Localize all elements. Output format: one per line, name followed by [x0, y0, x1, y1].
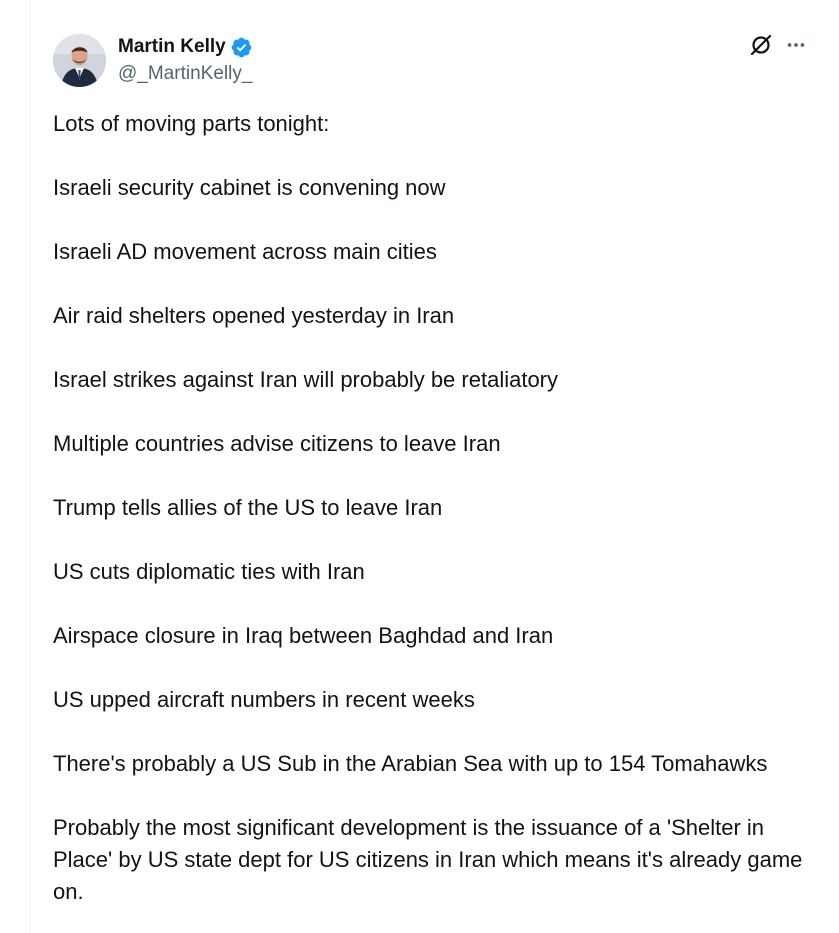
tweet-paragraph: Multiple countries advise citizens to leave Iran [53, 431, 501, 456]
tweet-card [30, 0, 839, 933]
avatar-image [53, 34, 106, 87]
tweet-paragraph: Trump tells allies of the US to leave Iran [53, 495, 443, 520]
tweet-paragraph: There's probably a US Sub in the Arabian Sea with up to 154 Tomahawks [53, 751, 768, 776]
more-icon [785, 34, 807, 61]
tweet-paragraph: Israel strikes against Iran will probably be retaliatory [53, 367, 559, 392]
tweet-text [53, 108, 813, 908]
tweet-paragraph: Israeli security cabinet is convening now [53, 175, 446, 200]
author-handle[interactable]: @_MartinKelly_ [118, 63, 253, 84]
tweet-paragraph: Israeli AD movement across main cities [53, 239, 437, 264]
author-display-name[interactable]: Martin Kelly [118, 36, 226, 57]
tweet-paragraph: US upped aircraft numbers in recent weeks [53, 687, 475, 712]
grok-button[interactable] [748, 34, 774, 60]
tweet-paragraph: Airspace closure in Iraq between Baghdad and Iran [53, 623, 554, 648]
tweet-paragraph: US cuts diplomatic ties with Iran [53, 559, 365, 584]
more-options-button[interactable] [783, 34, 809, 60]
grok-icon [749, 33, 773, 62]
tweet-paragraph: Air raid shelters opened yesterday in Iran [53, 303, 455, 328]
avatar[interactable] [53, 34, 106, 87]
tweet-paragraph: Probably the most significant development is the issuance of a 'Shelter in Place' by US state dept for US citizens in Iran which means it's already game on. [53, 815, 803, 904]
tweet-paragraph: Lots of moving parts tonight: [53, 111, 330, 136]
verified-badge-icon[interactable] [230, 36, 253, 59]
author-name-row [118, 35, 253, 59]
